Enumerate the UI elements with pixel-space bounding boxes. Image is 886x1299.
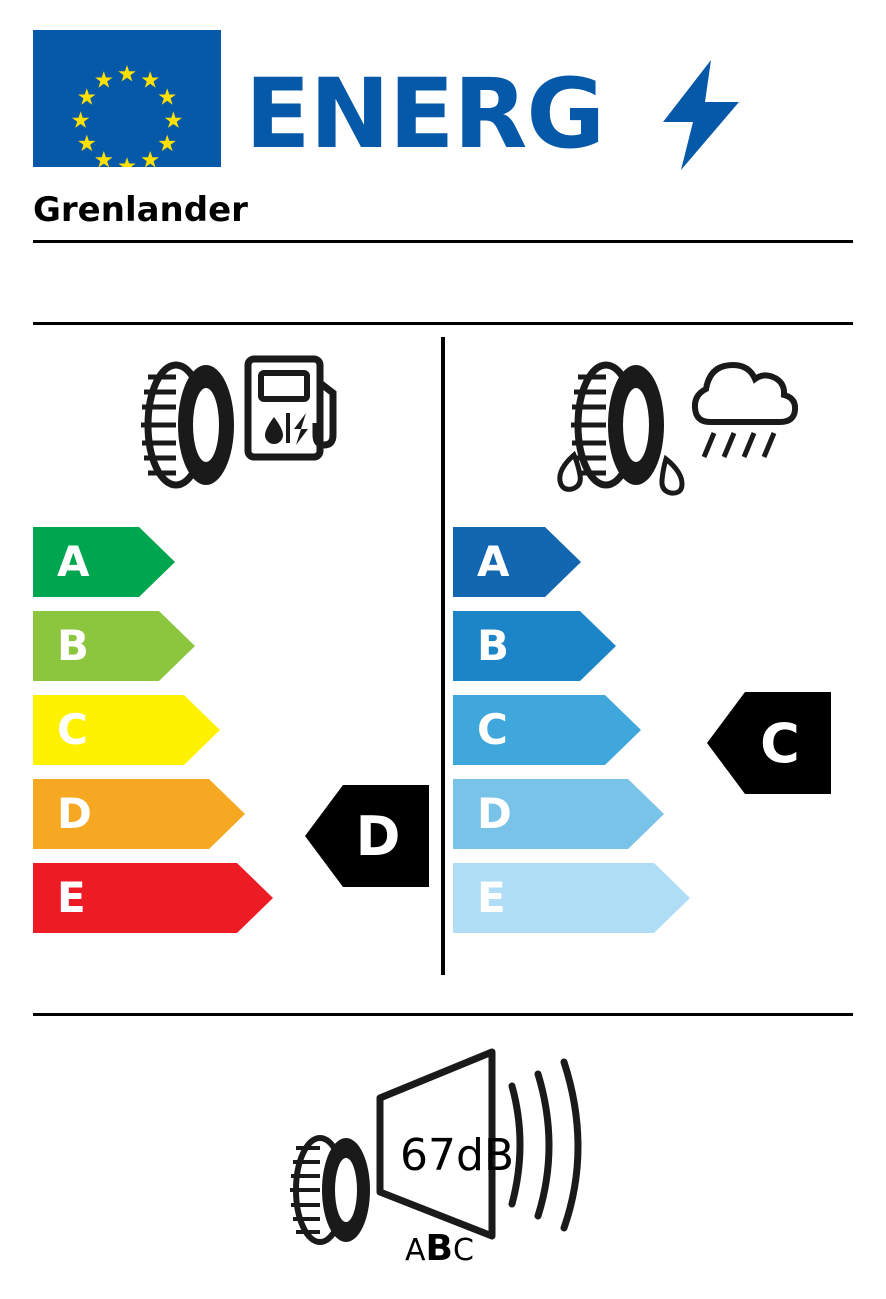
label-header <box>33 30 853 170</box>
fuel-selected-letter: D <box>355 804 401 868</box>
grip-selected-letter: C <box>760 711 800 775</box>
eu-stars-icon <box>33 30 221 167</box>
grip-grade-d-letter: D <box>477 789 512 838</box>
grip-grade-a-letter: A <box>477 537 510 586</box>
grip-grade-c-letter: C <box>477 705 508 754</box>
fuel-efficiency-panel <box>33 337 433 987</box>
energy-wordmark: ENERG <box>245 58 605 170</box>
grip-grade-e-letter: E <box>477 873 506 922</box>
tyre-fuel-pump-icon <box>128 337 348 512</box>
fuel-selected-marker <box>305 785 429 887</box>
divider-bottom <box>33 1013 853 1016</box>
fuel-grade-c-letter: C <box>57 705 88 754</box>
divider-top <box>33 322 853 325</box>
fuel-grade-a-letter: A <box>57 537 90 586</box>
grip-grade-b <box>453 611 853 681</box>
noise-class-b-selected: B <box>425 1228 453 1269</box>
fuel-grade-e-letter: E <box>57 873 86 922</box>
lightning-bolt-icon <box>663 60 739 170</box>
fuel-grade-b-letter: B <box>57 621 90 670</box>
fuel-grade-d-letter: D <box>57 789 92 838</box>
divider-brand <box>33 240 853 243</box>
noise-class-c: C <box>452 1233 474 1268</box>
fuel-grade-a <box>33 527 433 597</box>
grip-grade-e <box>453 863 853 933</box>
grip-selected-marker <box>707 692 831 794</box>
noise-decibel-value: 67dB <box>400 1130 515 1181</box>
grip-grade-a <box>453 527 853 597</box>
wet-grip-panel <box>453 337 853 987</box>
grip-grade-b-letter: B <box>477 621 510 670</box>
noise-panel <box>280 1040 610 1270</box>
eu-flag <box>33 30 221 167</box>
fuel-grade-b <box>33 611 433 681</box>
noise-class-scale <box>405 1228 474 1269</box>
divider-vertical <box>441 337 445 975</box>
noise-class-a: A <box>405 1233 426 1268</box>
tyre-rain-cloud-icon <box>538 337 798 512</box>
fuel-grade-c <box>33 695 433 765</box>
brand-name: Grenlander <box>33 190 248 230</box>
